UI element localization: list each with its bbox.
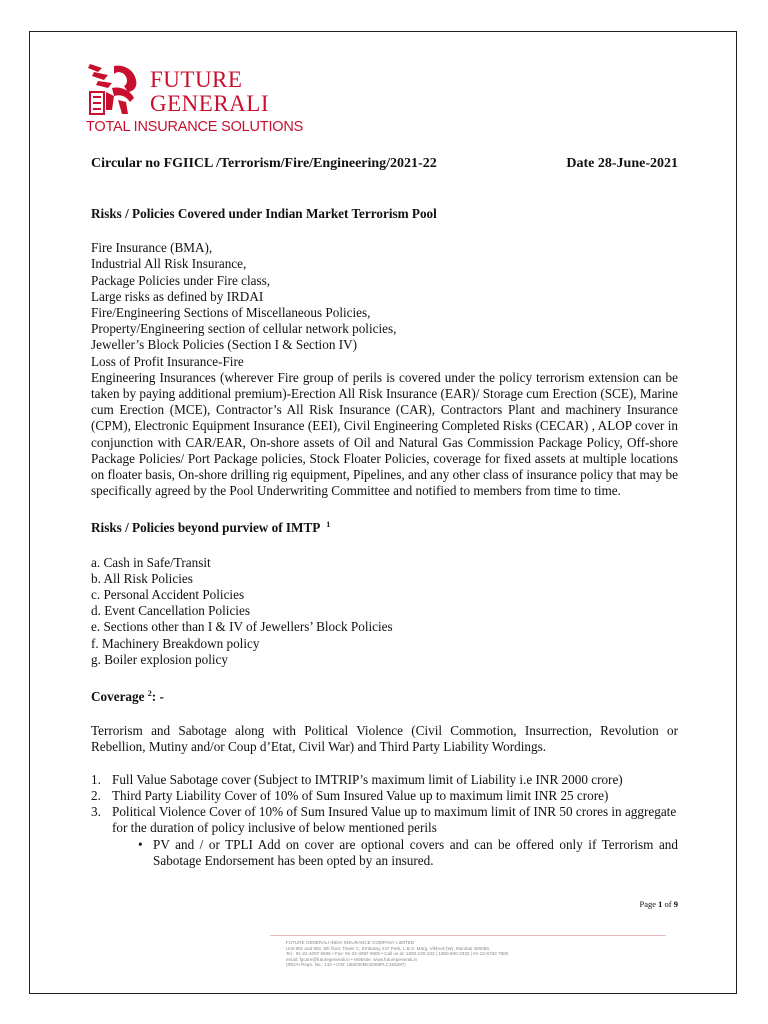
company-logo	[84, 62, 314, 138]
bullet-icon: •	[138, 836, 143, 852]
total-pages: 9	[673, 899, 678, 909]
footer-divider	[270, 935, 666, 936]
section-heading-covered: Risks / Policies Covered under Indian Market Terrorism Pool	[91, 206, 437, 221]
section-heading-coverage	[91, 686, 678, 705]
coverage-paragraph: Terrorism and Sabotage along with Political Violence (Civil Commotion, Insurrection, Revolution or Rebellion, Mutiny and/or Coup d’Etat, Civil War) and Third Party Liability Wordings.	[91, 723, 678, 755]
list-item: Industrial All Risk Insurance,	[91, 256, 247, 272]
footnote-marker: 2	[147, 689, 152, 699]
list-text: Third Party Liability Cover of 10% of Sum Insured Value up to maximum limit INR 25 crore)	[112, 787, 609, 803]
list-item: Package Policies under Fire class,	[91, 272, 271, 288]
list-item: a. Cash in Safe/Transit	[91, 554, 211, 570]
bullet-text: PV and / or TPLI Add on cover are optional covers and can be offered only if Terrorism and Sabotage Endorsement has been opted by an insured.	[153, 836, 678, 868]
list-number: 2.	[91, 787, 101, 803]
current-page: 1	[658, 899, 663, 909]
bullet-item	[91, 837, 678, 869]
footer-line: email: fgcare@futuregenerali.in • Website: www.futuregenerali.in	[286, 956, 418, 962]
list-item: g. Boiler explosion policy	[91, 651, 228, 667]
company-footer	[286, 940, 666, 968]
document-body	[91, 206, 678, 869]
list-item	[91, 804, 678, 836]
coverage-list	[91, 772, 678, 837]
section-heading-beyond-purview	[91, 517, 678, 536]
footer-line: FUTURE GENERALI INDIA INSURANCE COMPANY LIMITED	[286, 940, 415, 945]
list-item: b. All Risk Policies	[91, 570, 193, 586]
list-item: e. Sections other than I & IV of Jewellers’ Block Policies	[91, 619, 393, 635]
circular-date: Date 28-June-2021	[566, 156, 678, 171]
list-item: Loss of Profit Insurance-Fire	[91, 353, 244, 369]
footer-line: (IRDAI Regn. No.: 132 • CIN: U66030MH2006PLC165287)	[286, 962, 406, 968]
footer-line: Unit 801 and 802, 8th floor, Tower C, Embassy 247 Park, L.B.S. Marg, Vikhroli (W), Mumbai 400083.	[286, 945, 491, 951]
list-item: c. Personal Accident Policies	[91, 587, 245, 603]
winged-lion-logo-icon	[84, 62, 142, 118]
list-number: 1.	[91, 771, 101, 787]
heading-suffix: : -	[151, 689, 164, 705]
engineering-paragraph: Engineering Insurances (wherever Fire group of perils is covered under the policy terrorism extension can be taken by paying additional premium)-Erection All Risk Insurance (EAR)/ Storage cum Erection (SCE), Marine cum Erection (MCE), Contractor’s All Risk Insurance (CAR), Contractors Plant and machinery Insurance (CPM), Electronic Equipment Insurance (EEI), Civil Engineering Completed Risks (CECAR) , ALOP cover in conjunction with CAR/EAR, On-shore assets of Oil and Natural Gas Commission Package Policy, Off-shore Package Policies/ Port Package policies, Stock Floater Policies, coverage for fixed assets at multiple locations on floater basis, On-shore drilling rig equipment, Pipelines, and any other class of insurance policy that may be specifically agreed by the Pool Underwriting Committee and notified to members from time to time.	[91, 369, 678, 499]
list-item: Property/Engineering section of cellular network policies,	[91, 321, 397, 337]
heading-text: Risks / Policies beyond purview of IMTP	[91, 520, 320, 536]
covered-policies-list	[91, 240, 678, 370]
brand-name-line2: GENERALI	[150, 91, 269, 116]
list-item: Fire Insurance (BMA),	[91, 240, 213, 256]
list-text: Full Value Sabotage cover (Subject to IMTRIP’s maximum limit of Liability i.e INR 2000 crore)	[112, 771, 623, 787]
list-item: Fire/Engineering Sections of Miscellaneous Policies,	[91, 305, 371, 321]
list-text: Political Violence Cover of 10% of Sum Insured Value up to maximum limit of INR 50 crores in aggregate for the duration of policy inclusive of below mentioned perils	[112, 804, 677, 836]
brand-name-line1: FUTURE	[150, 67, 243, 92]
list-item	[91, 772, 678, 788]
list-item: f. Machinery Breakdown policy	[91, 635, 260, 651]
list-item: Jeweller’s Block Policies (Section I & Section IV)	[91, 337, 358, 353]
excluded-policies-list	[91, 555, 678, 668]
list-number: 3.	[91, 804, 101, 820]
list-item	[91, 788, 678, 804]
brand-tagline: TOTAL INSURANCE SOLUTIONS	[86, 119, 304, 135]
heading-text: Coverage	[91, 689, 145, 705]
circular-number: Circular no FGIICL /Terrorism/Fire/Engineering/2021-22	[91, 156, 437, 171]
list-item: Large risks as defined by IRDAI	[91, 288, 264, 304]
page-number: Page 1 of 9	[639, 899, 678, 909]
list-item: d. Event Cancellation Policies	[91, 603, 250, 619]
footer-line: Tel.: 91-22-4097 6666 • Fax: 91-22-4097 6900 • Call us at: 1800-220-233 | 1860-500-3333 | 91-22-6783 7800	[286, 951, 509, 957]
footnote-marker: 1	[326, 520, 331, 530]
